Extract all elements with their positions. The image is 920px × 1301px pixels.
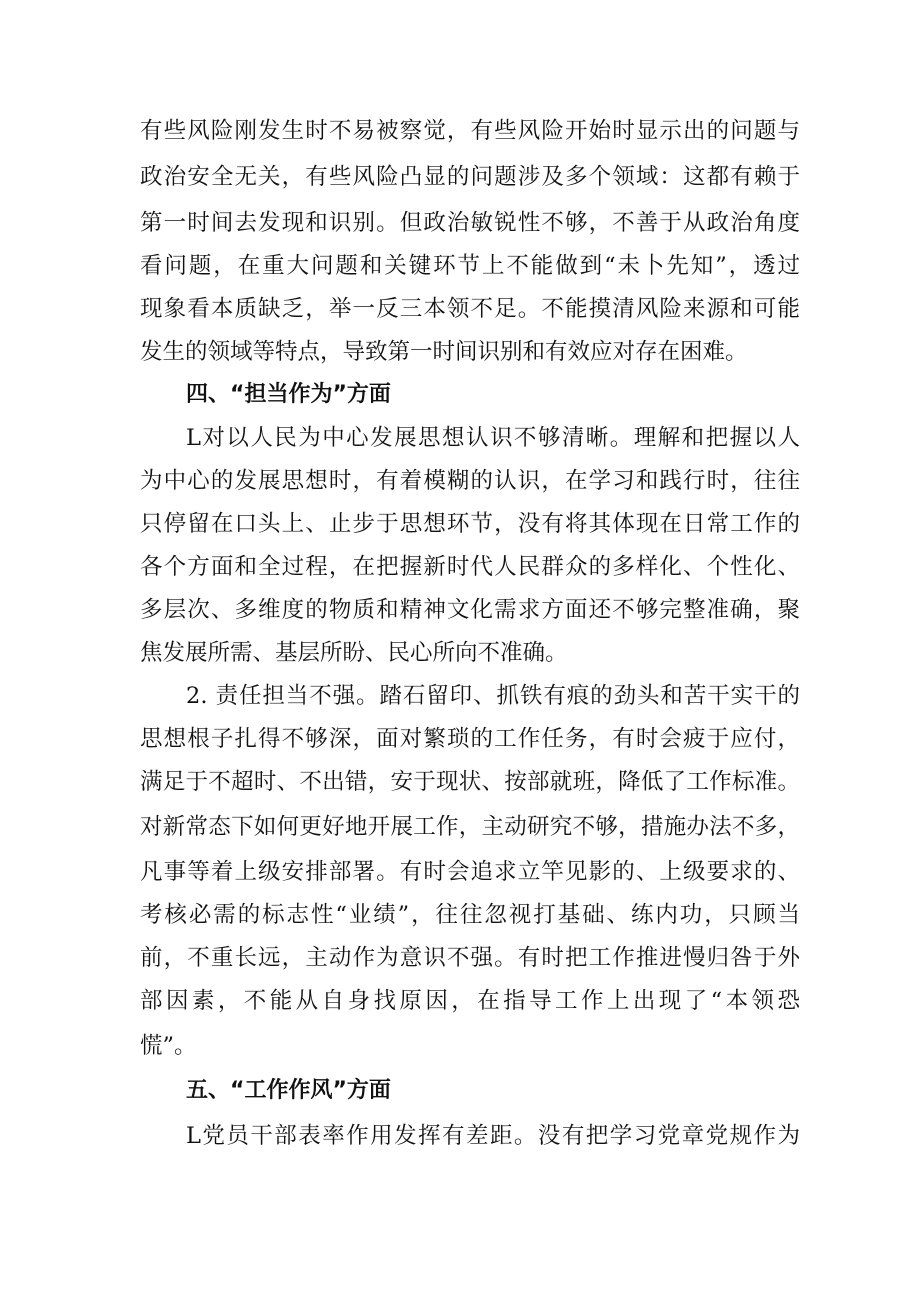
section-heading-5: 五、“工作作风”方面 bbox=[186, 1078, 391, 1103]
paragraph-line: 看问题，在重大问题和关键环节上不能做到“未卜先知”，透过 bbox=[140, 253, 800, 279]
paragraph-line: 前，不重长远，主动作为意识不强。有时把工作推进慢归咎于外 bbox=[140, 945, 800, 971]
paragraph-line: 满足于不超时、不出错，安于现状、按部就班，降低了工作标准。 bbox=[140, 769, 800, 795]
paragraph-line: 慌”。 bbox=[140, 1033, 197, 1059]
paragraph-line: 多层次、多维度的物质和精神文化需求方面还不够完整准确，聚 bbox=[140, 597, 800, 623]
paragraph-line: 只停留在口头上、止步于思想环节，没有将其体现在日常工作的 bbox=[140, 511, 800, 537]
paragraph-line: 部因素，不能从自身找原因，在指导工作上出现了“本领恐 bbox=[140, 988, 800, 1014]
section-heading-4: 四、“担当作为”方面 bbox=[186, 382, 391, 407]
paragraph-line: 思想根子扎得不够深，面对繁琐的工作任务，有时会疲于应付， bbox=[140, 726, 800, 752]
paragraph-line: 对新常态下如何更好地开展工作，主动研究不够，措施办法不多， bbox=[140, 814, 800, 840]
paragraph-line: 政治安全无关，有些风险凸显的问题涉及多个领域：这都有赖于 bbox=[140, 164, 800, 190]
paragraph-line: 凡事等着上级安排部署。有时会追求立竿见影的、上级要求的、 bbox=[140, 859, 800, 885]
paragraph-line: 2. 责任担当不强。踏石留印、抓铁有痕的劲头和苦干实干的 bbox=[186, 683, 800, 709]
paragraph-line: 现象看本质缺乏，举一反三本领不足。不能摸清风险来源和可能 bbox=[140, 296, 800, 322]
paragraph-line: 考核必需的标志性“业绩”，往往忽视打基础、练内功，只顾当 bbox=[140, 902, 800, 928]
paragraph-line: L党员干部表率作用发挥有差距。没有把学习党章党规作为 bbox=[186, 1123, 800, 1149]
paragraph-line: 第一时间去发现和识别。但政治敏锐性不够，不善于从政治角度 bbox=[140, 210, 800, 236]
paragraph-line: 为中心的发展思想时，有着模糊的认识，在学习和践行时，往往 bbox=[140, 468, 800, 494]
paragraph-line: 焦发展所需、基层所盼、民心所向不准确。 bbox=[140, 640, 568, 666]
paragraph-line: 各个方面和全过程，在把握新时代人民群众的多样化、个性化、 bbox=[140, 554, 800, 580]
paragraph-line: 有些风险刚发生时不易被察觉，有些风险开始时显示出的问题与 bbox=[140, 118, 800, 144]
paragraph-line: 发生的领域等特点，导致第一时间识别和有效应对存在困难。 bbox=[140, 339, 748, 365]
paragraph-line: L对以人民为中心发展思想认识不够清晰。理解和把握以人 bbox=[186, 425, 800, 451]
